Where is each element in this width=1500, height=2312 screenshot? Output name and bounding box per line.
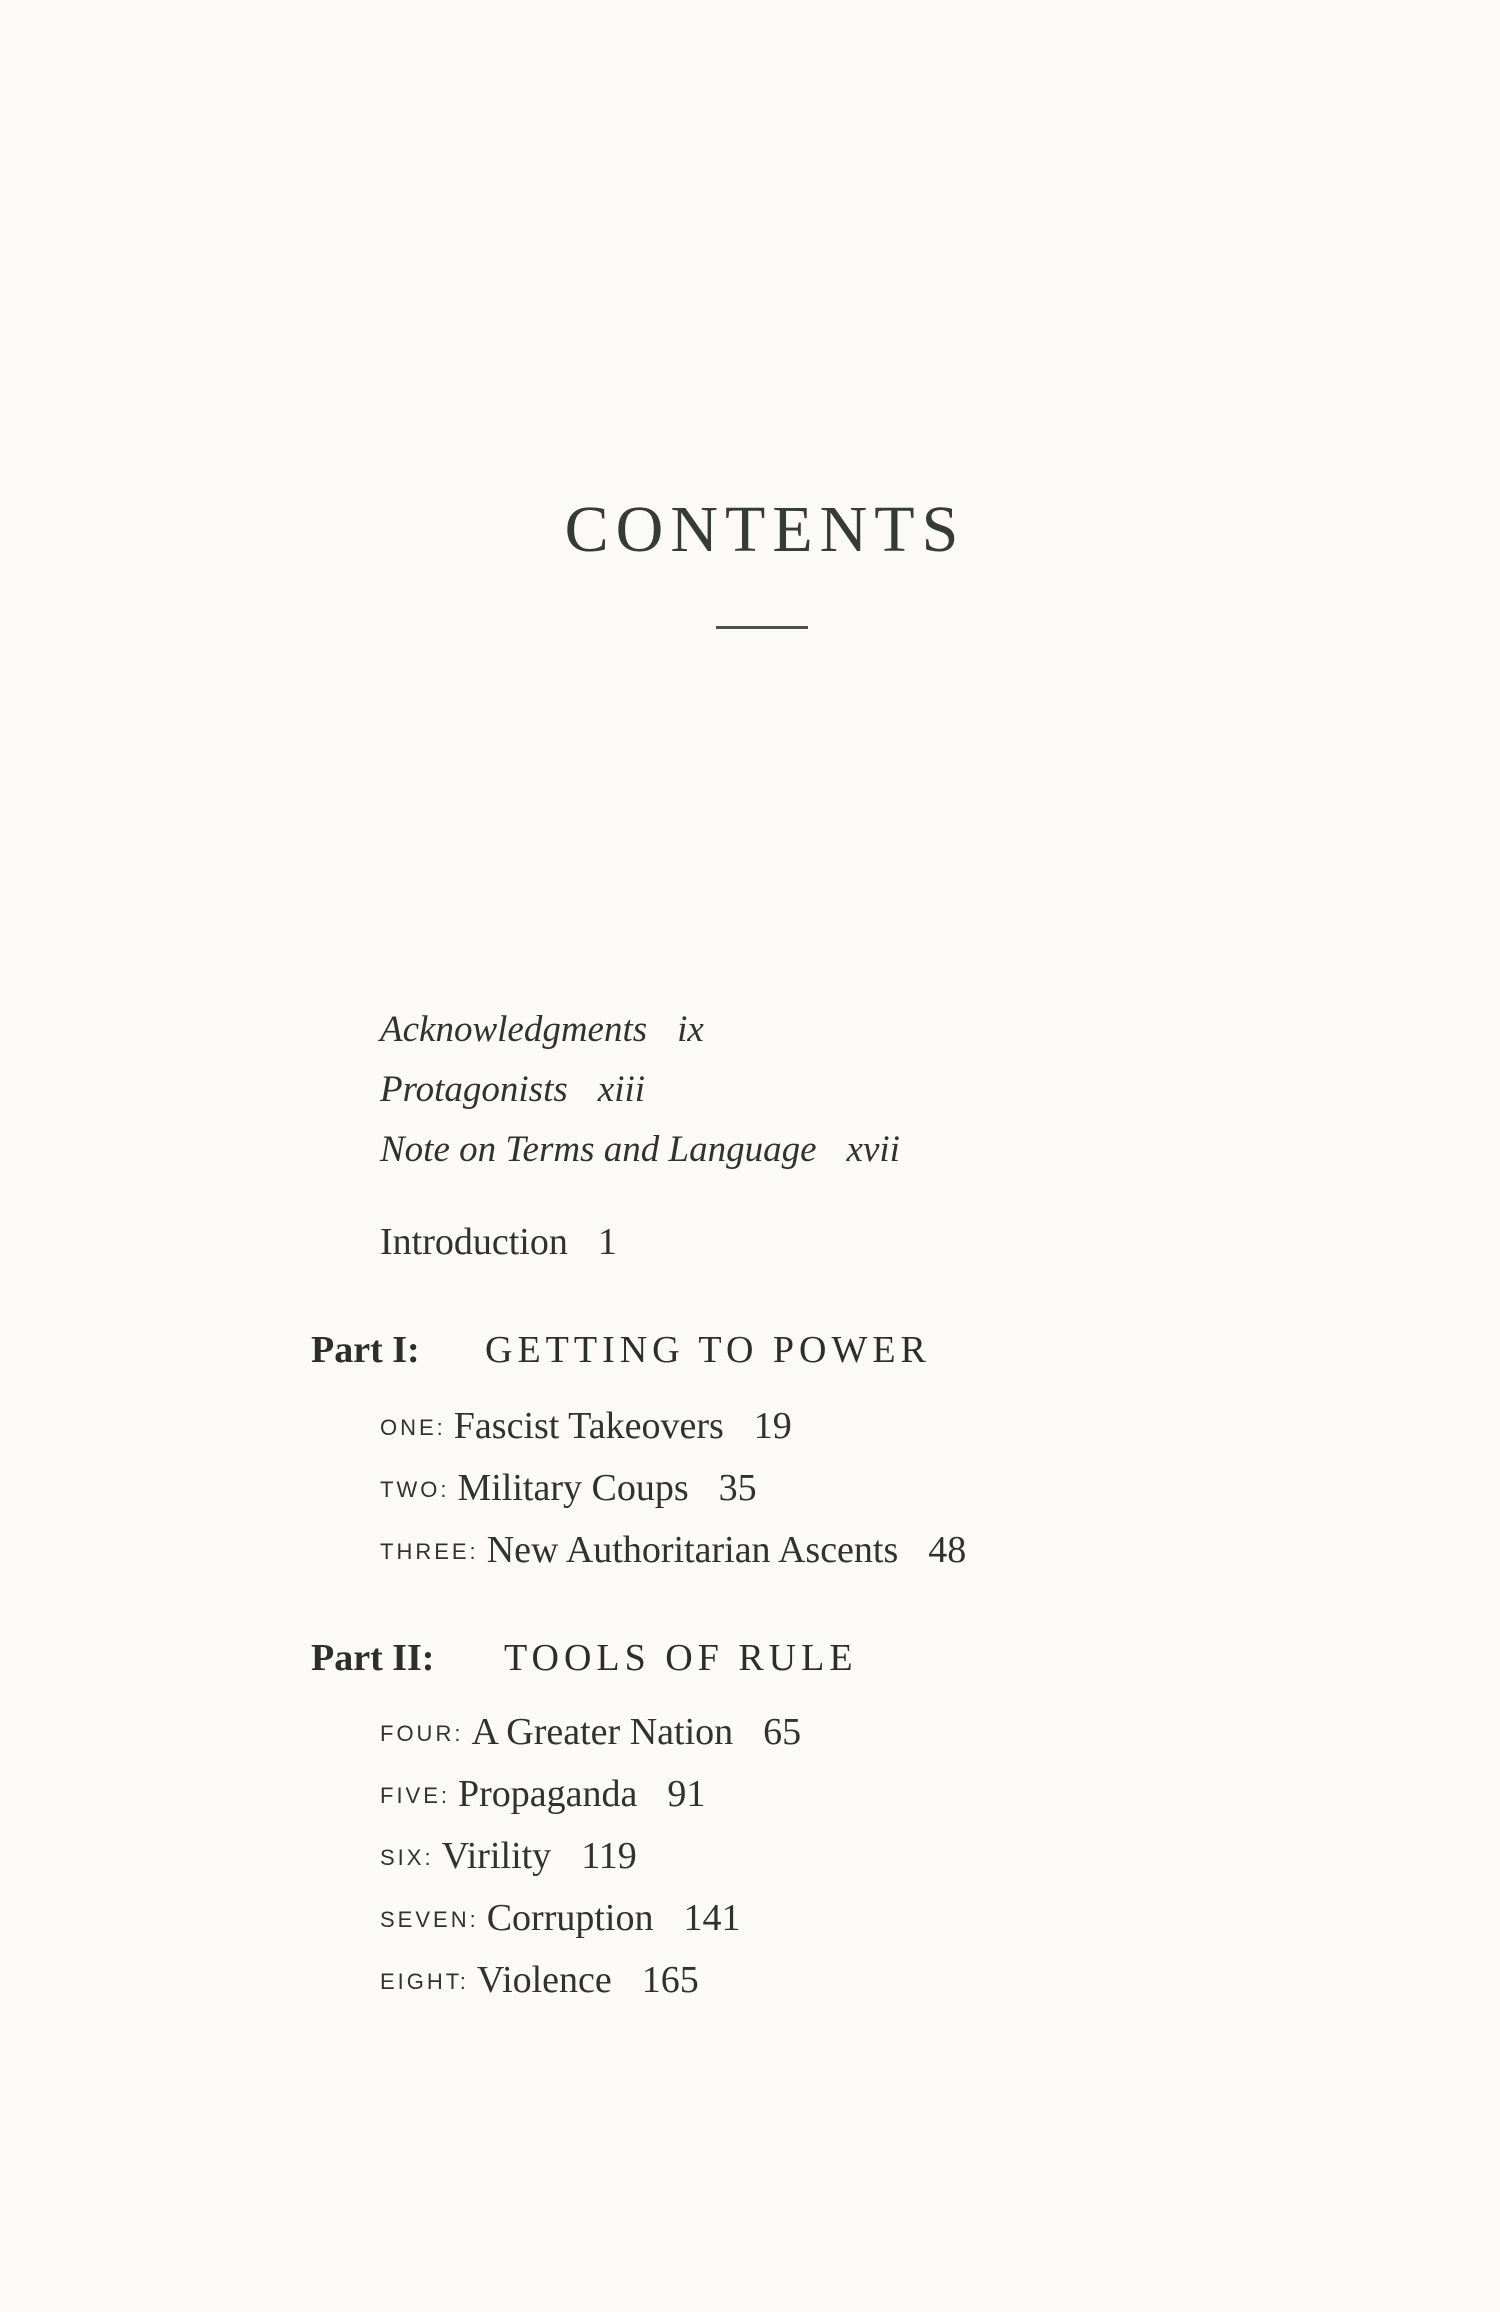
toc-chapter-four (380, 1710, 801, 1754)
chapter-title: Fascist Takeovers (453, 1405, 724, 1447)
toc-chapter-three (380, 1528, 966, 1572)
toc-entry-introduction (380, 1220, 617, 1264)
chapter-page: 119 (581, 1835, 637, 1877)
toc-chapter-one (380, 1404, 792, 1448)
chapter-page: 65 (763, 1711, 802, 1753)
part-1-title: GETTING TO POWER (485, 1329, 931, 1371)
chapter-page: 48 (928, 1529, 967, 1571)
toc-chapter-six (380, 1834, 637, 1878)
entry-page: xiii (597, 1069, 646, 1110)
chapter-number: FOUR: (380, 1721, 464, 1746)
chapter-title: Corruption (486, 1897, 654, 1939)
chapter-title: Military Coups (457, 1467, 689, 1509)
chapter-title: Virility (441, 1835, 552, 1877)
entry-label: Introduction (380, 1221, 568, 1263)
chapter-number: FIVE: (380, 1783, 451, 1808)
toc-entry-protagonists (380, 1068, 645, 1111)
part-2-label: Part II: (311, 1637, 435, 1679)
chapter-number: TWO: (380, 1477, 450, 1502)
chapter-title: A Greater Nation (471, 1711, 734, 1753)
chapter-title: Propaganda (458, 1773, 638, 1815)
entry-page: xvii (846, 1129, 900, 1170)
part-1-label: Part I: (311, 1329, 420, 1371)
toc-chapter-seven (380, 1896, 740, 1940)
chapter-page: 165 (641, 1959, 699, 2001)
chapter-number: EIGHT: (380, 1969, 469, 1994)
chapter-title: Violence (476, 1959, 612, 2001)
chapter-page: 19 (753, 1405, 792, 1447)
chapter-number: SEVEN: (380, 1907, 479, 1932)
toc-chapter-eight (380, 1958, 699, 2002)
toc-entry-note-on-terms (380, 1128, 900, 1171)
entry-label: Protagonists (380, 1069, 568, 1110)
chapter-number: THREE: (380, 1539, 479, 1564)
page-title: CONTENTS (564, 493, 966, 566)
chapter-page: 141 (683, 1897, 741, 1939)
chapter-page: 35 (718, 1467, 757, 1509)
toc-chapter-two (380, 1466, 757, 1510)
chapter-number: SIX: (380, 1845, 434, 1870)
toc-entry-acknowledgments (380, 1008, 704, 1051)
chapter-number: ONE: (380, 1415, 446, 1440)
entry-page: 1 (597, 1221, 617, 1263)
entry-page: ix (677, 1009, 704, 1050)
part-2-title: TOOLS OF RULE (504, 1637, 858, 1679)
chapter-title: New Authoritarian Ascents (486, 1529, 899, 1571)
entry-label: Note on Terms and Language (380, 1129, 817, 1170)
toc-chapter-five (380, 1772, 705, 1816)
entry-label: Acknowledgments (380, 1009, 648, 1050)
title-divider (716, 626, 808, 629)
chapter-page: 91 (667, 1773, 706, 1815)
